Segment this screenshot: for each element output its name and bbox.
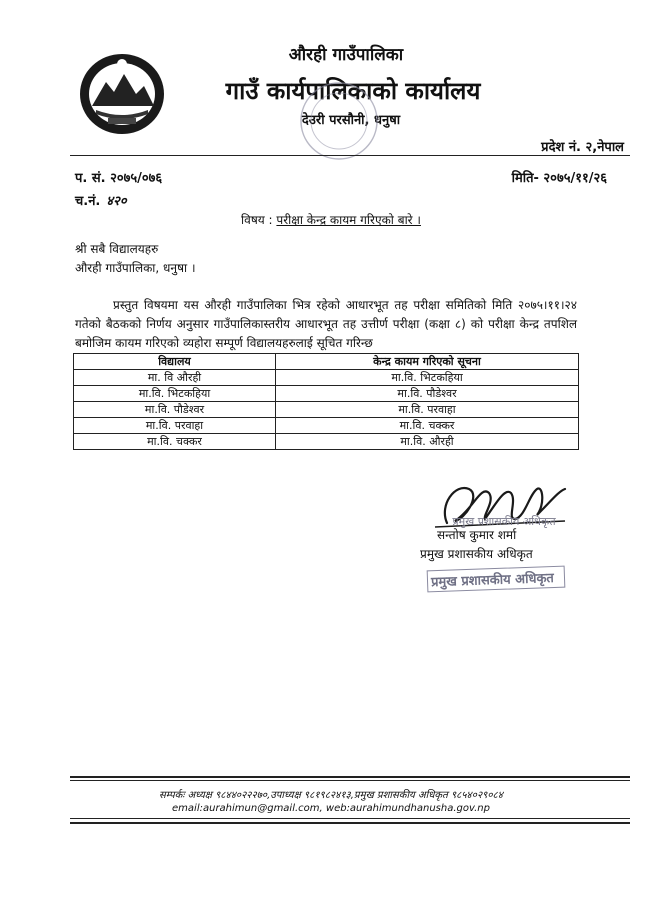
table-row: [74, 386, 579, 402]
table-cell: मा.वि. परवाहा: [74, 418, 276, 434]
dispatch-label: च.नं.: [75, 194, 101, 209]
letter-date: मिति- २०७५/११/२६: [511, 171, 607, 186]
footer-divider: [70, 780, 630, 781]
exam-centers-table: [73, 353, 579, 450]
table-cell: मा.वि. चक्कर: [74, 434, 276, 450]
recipient-line: श्री सबै विद्यालयहरु: [75, 242, 159, 256]
table-row: [74, 370, 579, 386]
subject-line: [0, 211, 662, 228]
signatory-name: सन्तोष कुमार शर्मा: [437, 528, 517, 542]
letter-body: प्रस्तुत विषयमा यस औरही गाउँपालिका भित्र रहेको आधारभूत तह परीक्षा समितिको मिति २०७५।११।२४ गतेको बैठकको निर्णय अनुसार गाउँपालिकास्तरीय आधारभूत तह उत्तीर्ण परीक्षा (कक्षा ८) को परीक्षा केन्द्र तपशिल बमोजिम कायम गरिएको व्यहोरा सम्पूर्ण विद्यालयहरुलाई सूचित गरिन्छ: [75, 298, 577, 350]
dispatch-value: ४२०: [106, 194, 127, 209]
reference-number: प. सं. २०७५/०७६: [75, 171, 163, 186]
header-divider: [70, 155, 630, 156]
table-row: [74, 402, 579, 418]
recipient-block: [75, 240, 196, 278]
signature-stamp-text: प्रमुख प्रशासकीय अधिकृत: [452, 515, 556, 528]
office-name: औरही गाउँपालिका: [288, 45, 404, 65]
table-cell: मा.वि. चक्कर: [276, 418, 579, 434]
table-cell: मा.वि. भिटकहिया: [276, 370, 579, 386]
footer-divider: [70, 822, 630, 824]
province-label: प्रदेश नं. २,नेपाल: [541, 140, 624, 155]
table-cell: मा.वि. पौडेश्वर: [276, 386, 579, 402]
table-header-center: केन्द्र कायम गरिएको सूचना: [276, 354, 579, 370]
footer-divider: [70, 776, 630, 778]
footer-web: email:aurahimun@gmail.com, web:aurahimundhanusha.gov.np: [172, 803, 490, 814]
table-cell: मा.वि. औरही: [276, 434, 579, 450]
table-row: [74, 418, 579, 434]
table-cell: मा.वि. परवाहा: [276, 402, 579, 418]
rubber-stamp: प्रमुख प्रशासकीय अधिकृत: [427, 566, 566, 593]
footer-divider: [70, 818, 630, 819]
table-header-school: विद्यालय: [74, 354, 276, 370]
subject-label: विषय :: [241, 213, 273, 227]
table-cell: मा. वि औरही: [74, 370, 276, 386]
signatory-title: प्रमुख प्रशासकीय अधिकृत: [420, 547, 533, 561]
footer-contact: सम्पर्कः अध्यक्ष ९८४४०२२२७०,उपाध्यक्ष ९८१९८२४१३,प्रमुख प्रशासकीय अधिकृत ९८५४०२९०८४: [159, 790, 503, 801]
table-cell: मा.वि. भिटकहिया: [74, 386, 276, 402]
subject-text: परीक्षा केन्द्र कायम गरिएको बारे ।: [276, 213, 421, 227]
office-title: गाउँ कार्यपालिकाको कार्यालय: [225, 77, 481, 105]
office-address: देउरी परसौनी, धनुषा: [301, 113, 401, 128]
table-header-row: [74, 354, 579, 370]
dispatch-number: [75, 191, 127, 209]
recipient-line: औरही गाउँपालिका, धनुषा ।: [75, 261, 196, 275]
table-row: [74, 434, 579, 450]
table-cell: मा.वि. पौडेश्वर: [74, 402, 276, 418]
office-stamp-icon: [296, 78, 382, 164]
